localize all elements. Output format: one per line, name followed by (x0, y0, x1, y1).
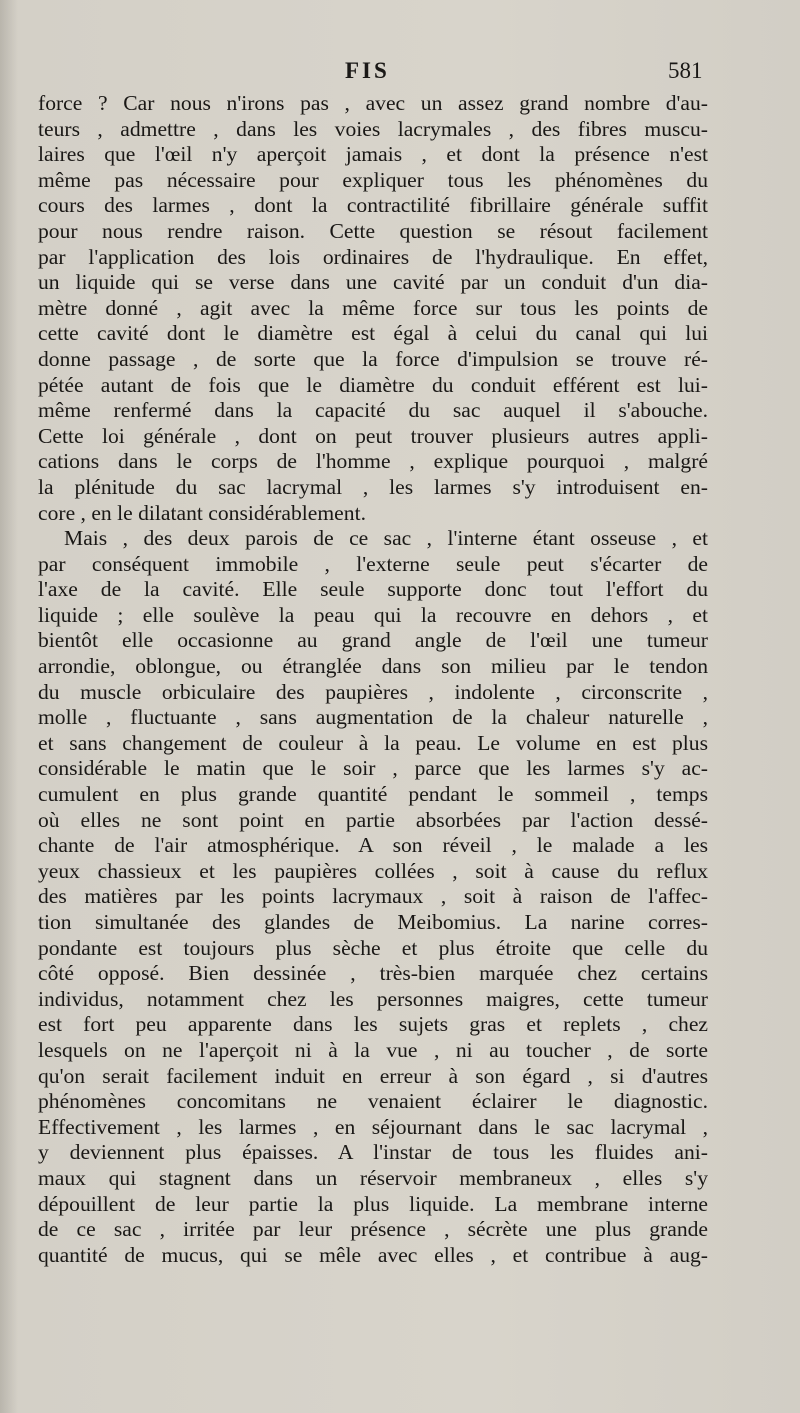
text-line: donne passage , de sorte que la force d'impulsion se trouve ré- (38, 346, 708, 371)
text-line: du muscle orbiculaire des paupières , indolente , circonscrite , (38, 679, 708, 704)
text-line: arrondie, oblongue, ou étranglée dans son milieu par le tendon (38, 654, 708, 679)
text-line: dépouillent de leur partie la plus liquide. La membrane interne (38, 1191, 708, 1216)
text-line: pondante est toujours plus sèche et plus étroite que celle du (38, 935, 708, 960)
text-line: liquide ; elle soulève la peau qui la recouvre en dehors , et (38, 602, 708, 627)
text-line: mètre donné , agit avec la même force sur tous les points de (38, 295, 708, 320)
text-line: même pas nécessaire pour expliquer tous les phénomènes du (38, 167, 708, 192)
text-line: pour nous rendre raison. Cette question se résout facilement (38, 218, 708, 243)
text-line: core , en le dilatant considérablement. (38, 500, 366, 525)
text-line: bientôt elle occasionne au grand angle de l'œil une tumeur (38, 628, 708, 653)
text-line: un liquide qui se verse dans une cavité par un conduit d'un dia- (38, 270, 708, 295)
paragraph-2 (38, 526, 708, 1268)
text-line: est fort peu apparente dans les sujets gras et replets , chez (38, 1012, 708, 1037)
text-line: l'axe de la cavité. Elle seule supporte donc tout l'effort du (38, 577, 708, 602)
text-line: molle , fluctuante , sans augmentation de la chaleur naturelle , (38, 705, 708, 730)
text-line: y deviennent plus épaisses. A l'instar de tous les fluides ani- (38, 1140, 708, 1165)
text-line: individus, notamment chez les personnes maigres, cette tumeur (38, 986, 708, 1011)
text-line: chante de l'air atmosphérique. A son réveil , le malade a les (38, 833, 708, 858)
text-line: cours des larmes , dont la contractilité fibrillaire générale suffit (38, 193, 708, 218)
text-line: de ce sac , irritée par leur présence , sécrète une plus grande (38, 1217, 708, 1242)
text-line: même renfermé dans la capacité du sac auquel il s'abouche. (38, 398, 708, 423)
text-line: teurs , admettre , dans les voies lacrymales , des fibres muscu- (38, 116, 708, 141)
running-head (0, 58, 800, 94)
text-line: côté opposé. Bien dessinée , très-bien marquée chez certains (38, 961, 708, 986)
text-line: cations dans le corps de l'homme , explique pourquoi , malgré (38, 449, 708, 474)
text-line: yeux chassieux et les paupières collées , soit à cause du reflux (38, 858, 708, 883)
page-number: 581 (668, 58, 703, 83)
text-line: par conséquent immobile , l'externe seule peut s'écarter de (38, 551, 708, 576)
text-line: où elles ne sont point en partie absorbées par l'action dessé- (38, 807, 708, 832)
text-line: cette cavité dont le diamètre est égal à celui du canal qui lui (38, 321, 708, 346)
text-line: phénomènes concomitans ne venaient éclairer le diagnostic. (38, 1089, 708, 1114)
text-line: la plénitude du sac lacrymal , les larmes s'y introduisent en- (38, 474, 708, 499)
text-line: des matières par les points lacrymaux , soit à raison de l'affec- (38, 884, 708, 909)
text-line: lesquels on ne l'aperçoit ni à la vue , ni au toucher , de sorte (38, 1037, 708, 1062)
paragraph-1 (38, 91, 708, 526)
text-line: laires que l'œil n'y aperçoit jamais , et dont la présence n'est (38, 142, 708, 167)
text-line: qu'on serait facilement induit en erreur à son égard , si d'autres (38, 1063, 708, 1088)
text-line: Mais , des deux parois de ce sac , l'interne étant osseuse , et (64, 526, 708, 551)
running-head-title: FIS (345, 58, 390, 83)
text-line: tion simultanée des glandes de Meibomius. La narine corres- (38, 910, 708, 934)
text-line: force ? Car nous n'irons pas , avec un assez grand nombre d'au- (38, 91, 708, 115)
text-line: et sans changement de couleur à la peau. Le volume en est plus (38, 730, 708, 755)
text-line: Effectivement , les larmes , en séjournant dans le sac lacrymal , (38, 1114, 708, 1139)
text-line: par l'application des lois ordinaires de l'hydraulique. En effet, (38, 244, 708, 269)
text-line: considérable le matin que le soir , parce que les larmes s'y ac- (38, 756, 708, 781)
body-text (38, 91, 708, 1268)
text-line: pétée autant de fois que le diamètre du conduit efférent est lui- (38, 372, 708, 397)
text-line: Cette loi générale , dont on peut trouver plusieurs autres appli- (38, 423, 708, 448)
text-line: quantité de mucus, qui se mêle avec elles , et contribue à aug- (38, 1242, 708, 1267)
text-line: cumulent en plus grande quantité pendant le sommeil , temps (38, 782, 708, 807)
text-line: maux qui stagnent dans un réservoir membraneux , elles s'y (38, 1165, 708, 1190)
